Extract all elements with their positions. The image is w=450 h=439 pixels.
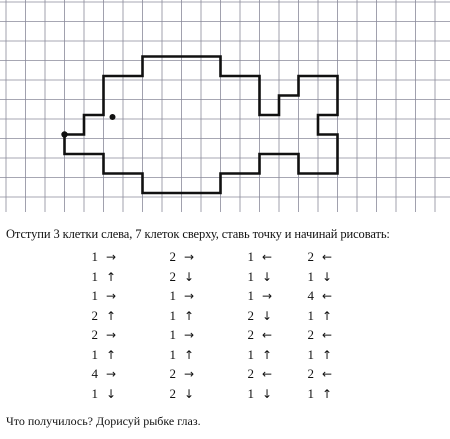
arrow-right-icon: → xyxy=(183,250,195,264)
step-item xyxy=(302,365,338,383)
step-count: 1 xyxy=(169,288,176,303)
step-count: 1 xyxy=(91,385,98,401)
question-text: Что получилось? Дорисуй рыбке глаз. xyxy=(6,414,201,428)
step-count: 1 xyxy=(247,288,254,303)
step-count: 2 xyxy=(169,249,176,264)
step-count: 1 xyxy=(247,249,254,264)
arrow-left-icon: ← xyxy=(261,328,273,342)
arrow-right-icon: → xyxy=(183,328,195,342)
step-count: 1 xyxy=(169,307,176,323)
arrow-right-icon: → xyxy=(105,367,117,381)
step-count: 1 xyxy=(91,288,98,303)
arrow-down-icon: ↓ xyxy=(105,386,117,401)
arrow-down-icon: ↓ xyxy=(261,269,273,284)
arrow-down-icon: ↓ xyxy=(321,269,333,284)
step-item xyxy=(302,307,338,325)
arrow-down-icon: ↓ xyxy=(261,386,273,401)
step-item xyxy=(242,268,278,286)
step-count: 1 xyxy=(169,327,176,342)
step-item xyxy=(302,268,338,286)
step-count: 2 xyxy=(247,307,254,323)
step-count: 2 xyxy=(169,366,176,381)
step-item xyxy=(164,248,200,266)
arrow-left-icon: ← xyxy=(321,367,333,381)
arrow-up-icon: ↑ xyxy=(261,347,273,362)
step-columns xyxy=(86,248,346,408)
step-item xyxy=(302,346,338,364)
arrow-up-icon: ↑ xyxy=(321,308,333,323)
step-count: 1 xyxy=(247,268,254,284)
step-item xyxy=(242,248,278,266)
step-item xyxy=(242,326,278,344)
arrow-right-icon: → xyxy=(105,328,117,342)
step-count: 1 xyxy=(247,385,254,401)
step-item xyxy=(302,287,338,305)
step-count: 2 xyxy=(307,327,314,342)
step-item xyxy=(164,307,200,325)
step-count: 4 xyxy=(307,288,314,303)
eye-dot xyxy=(110,114,116,120)
arrow-right-icon: → xyxy=(105,289,117,303)
step-count: 2 xyxy=(169,385,176,401)
step-item xyxy=(164,365,200,383)
step-count: 1 xyxy=(91,346,98,362)
arrow-down-icon: ↓ xyxy=(183,386,195,401)
step-item xyxy=(86,385,122,403)
step-item xyxy=(164,385,200,403)
step-item xyxy=(86,307,122,325)
arrow-left-icon: ← xyxy=(321,289,333,303)
start-dot xyxy=(61,131,67,137)
arrow-left-icon: ← xyxy=(321,328,333,342)
step-count: 2 xyxy=(169,268,176,284)
arrow-down-icon: ↓ xyxy=(183,269,195,284)
arrow-up-icon: ↑ xyxy=(105,308,117,323)
step-item xyxy=(86,248,122,266)
arrow-up-icon: ↑ xyxy=(105,269,117,284)
step-count: 1 xyxy=(307,268,314,284)
step-item xyxy=(302,385,338,403)
step-item xyxy=(164,287,200,305)
step-item xyxy=(302,248,338,266)
arrow-up-icon: ↑ xyxy=(183,308,195,323)
step-count: 2 xyxy=(307,249,314,264)
step-count: 1 xyxy=(91,268,98,284)
step-item xyxy=(242,287,278,305)
drawing-grid xyxy=(0,0,450,212)
step-count: 1 xyxy=(169,346,176,362)
step-count: 1 xyxy=(247,346,254,362)
arrow-left-icon: ← xyxy=(261,367,273,381)
arrow-up-icon: ↑ xyxy=(321,347,333,362)
step-item xyxy=(242,385,278,403)
grid-lines xyxy=(0,0,450,212)
arrow-right-icon: → xyxy=(105,250,117,264)
arrow-left-icon: ← xyxy=(321,250,333,264)
step-count: 1 xyxy=(307,385,314,401)
step-item xyxy=(86,287,122,305)
step-item xyxy=(242,346,278,364)
instruction-text: Отступи 3 клетки слева, 7 клеток сверху, ставь точку и начинай рисовать: xyxy=(6,227,390,241)
arrow-up-icon: ↑ xyxy=(321,386,333,401)
step-item xyxy=(302,326,338,344)
step-count: 1 xyxy=(307,346,314,362)
step-item xyxy=(164,346,200,364)
step-count: 1 xyxy=(91,249,98,264)
step-item xyxy=(242,365,278,383)
step-item xyxy=(86,326,122,344)
step-count: 2 xyxy=(247,327,254,342)
step-count: 2 xyxy=(91,307,98,323)
arrow-up-icon: ↑ xyxy=(183,347,195,362)
step-item xyxy=(164,326,200,344)
step-item xyxy=(164,268,200,286)
step-count: 2 xyxy=(247,366,254,381)
step-item xyxy=(86,346,122,364)
arrow-right-icon: → xyxy=(183,289,195,303)
arrow-right-icon: → xyxy=(183,367,195,381)
arrow-left-icon: ← xyxy=(261,250,273,264)
arrow-down-icon: ↓ xyxy=(261,308,273,323)
step-count: 2 xyxy=(91,327,98,342)
step-count: 4 xyxy=(91,366,98,381)
arrow-up-icon: ↑ xyxy=(105,347,117,362)
step-item xyxy=(242,307,278,325)
step-item xyxy=(86,365,122,383)
step-count: 2 xyxy=(307,366,314,381)
step-count: 1 xyxy=(307,307,314,323)
arrow-right-icon: → xyxy=(261,289,273,303)
step-item xyxy=(86,268,122,286)
